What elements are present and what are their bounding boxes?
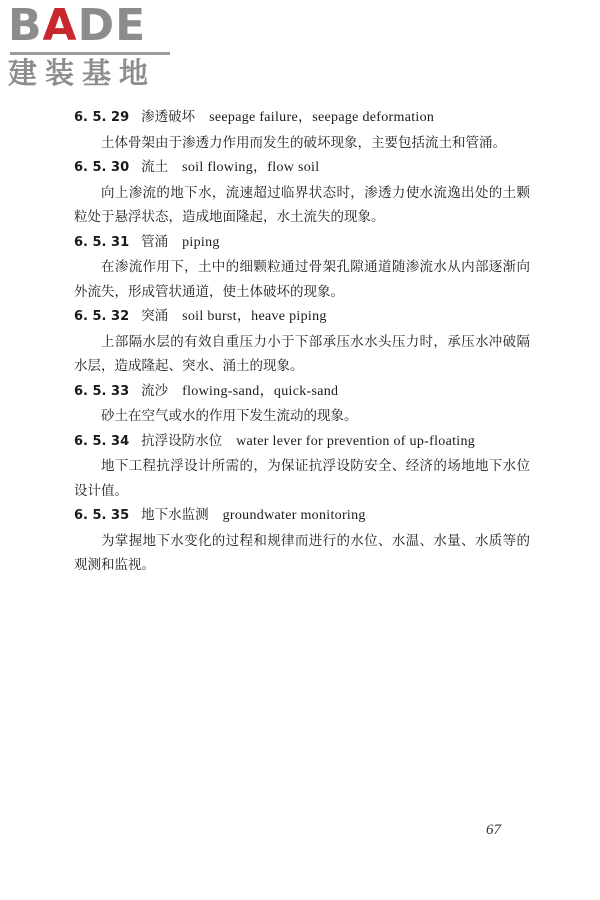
term-chinese: 流土 <box>141 159 169 175</box>
term-english: soil burst，heave piping <box>182 309 327 324</box>
term-number: 6. 5. 35 <box>74 508 130 523</box>
term-entry-6-5-29 <box>74 105 530 155</box>
term-definition: 上部隔水层的有效自重压力小于下部承压水水头压力时，承压水冲破隔水层，造成隆起、突水、涌土的现象。 <box>74 333 530 374</box>
term-heading <box>74 105 530 131</box>
term-definition: 砂土在空气或水的作用下发生流动的现象。 <box>101 408 358 424</box>
term-entry-6-5-32 <box>74 304 530 379</box>
term-number: 6. 5. 31 <box>74 234 130 250</box>
term-entry-6-5-33 <box>74 379 530 429</box>
term-heading <box>74 230 530 256</box>
term-entry-6-5-34 <box>74 429 530 504</box>
term-definition: 土体骨架由于渗透力作用而发生的破坏现象，主要包括流土和管涌。 <box>101 134 506 151</box>
term-heading <box>74 429 530 455</box>
term-english: water lever for prevention of up-floating <box>236 433 476 449</box>
term-number: 6. 5. 30 <box>74 160 130 175</box>
term-heading <box>74 155 530 181</box>
term-list <box>74 105 530 578</box>
term-english: flowing-sand，quick-sand <box>182 383 339 399</box>
brand-logo <box>8 0 178 90</box>
term-heading <box>74 379 530 405</box>
term-entry-6-5-31 <box>74 230 530 305</box>
term-chinese: 地下水监测 <box>141 507 209 523</box>
logo-letters-de: DE <box>77 0 147 51</box>
term-definition: 向上渗流的地下水，流速超过临界状态时，渗透力使水流逸出处的土颗粒处于悬浮状态，造成地面隆起，水土流失的现象。 <box>74 184 530 225</box>
term-number: 6. 5. 34 <box>74 433 130 449</box>
term-chinese: 渗透破坏 <box>141 109 196 125</box>
term-english: seepage failure，seepage deformation <box>209 110 435 125</box>
page-number: 67 <box>486 822 501 838</box>
term-english: piping <box>182 234 220 250</box>
term-entry-6-5-30 <box>74 155 530 230</box>
term-english: groundwater monitoring <box>222 508 366 523</box>
logo-divider <box>10 52 170 55</box>
term-chinese: 管涌 <box>141 233 169 250</box>
term-chinese: 突涌 <box>141 308 169 324</box>
term-definition: 地下工程抗浮设计所需的，为保证抗浮设防安全、经济的场地地下水位设计值。 <box>74 458 530 499</box>
term-heading <box>74 304 530 330</box>
term-definition: 在渗流作用下，土中的细颗粒通过骨架孔隙通道随渗流水从内部逐渐向外流失，形成管状通道，使土体破坏的现象。 <box>74 259 530 300</box>
term-chinese: 抗浮设防水位 <box>141 432 223 449</box>
term-entry-6-5-35 <box>74 503 530 578</box>
term-chinese: 流沙 <box>141 382 169 399</box>
term-number: 6. 5. 32 <box>74 309 130 324</box>
term-english: soil flowing，flow soil <box>182 160 320 175</box>
term-definition: 为掌握地下水变化的过程和规律而进行的水位、水温、水量、水质等的观测和监视。 <box>74 532 530 573</box>
logo-letter-a: A <box>42 0 78 51</box>
term-heading <box>74 503 530 529</box>
term-number: 6. 5. 33 <box>74 383 130 399</box>
term-number: 6. 5. 29 <box>74 110 130 125</box>
logo-chinese-text: 建装基地 <box>8 56 157 90</box>
logo-letter-b: B <box>8 0 43 51</box>
logo-wordmark <box>8 0 147 51</box>
